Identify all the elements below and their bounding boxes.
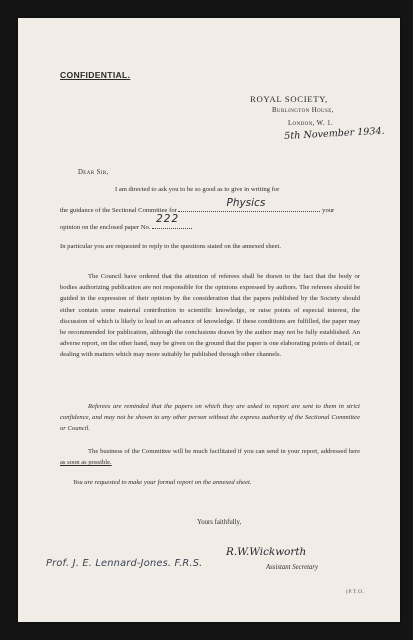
request-line-2 (60, 197, 358, 214)
letter-page (18, 18, 400, 622)
confidential-heading: CONFIDENTIAL. (60, 70, 131, 80)
request-line-3-before: opinion on the enclosed paper No. (60, 224, 151, 231)
paragraph-council: The Council have ordered that the attention of referees shall be drawn to the fact that the body or bodies authorizing publication are not responsible for the opinions expressed by authors. The referees should be guided in the expression of their opinion by the consideration that the papers published by the Society should either contain some material contribution to scientific knowledge, or raise points of especial interest, the discussion of which is likely to lead to an advance of knowledge. If these conditions are fulfilled, the paper may be recommended for publication, although the conclusions drawn by the author may not be fully established. An adverse report, on the other hand, may be given on the ground that the paper is one elaborating points of detail, or dealing with matters which may more suitably be published through other channels. (60, 273, 360, 359)
handwritten-paper-number: 222 (156, 213, 180, 225)
salutation: Dear Sir, (78, 169, 109, 176)
pto-note: (P.T.O. (346, 589, 365, 595)
paragraph-business (60, 446, 360, 468)
request-line-3 (60, 213, 192, 231)
handwritten-referee-name: Prof. J. E. Lennard-Jones. F.R.S. (46, 558, 203, 569)
handwritten-date: 5th November 1934. (284, 125, 385, 142)
paragraph-confidence: Referees are reminded that the papers on which they are asked to report are sent to them in strict confidence, and may not be shown to any other person without the express authority of the Sectional Committee or Council. (60, 403, 360, 433)
formal-report-note: You are requested to make your formal report on the annexed sheet. (73, 479, 252, 486)
paragraph-business-text: The business of the Committee will be much facilitated if you can send in your report, addressed here (88, 448, 360, 455)
society-name: ROYAL SOCIETY, (250, 94, 328, 104)
paragraph-questions: In particular you are requested to reply to the questions stated on the annexed sheet. (60, 243, 282, 250)
subject-field (178, 197, 320, 212)
request-line-2-before: the guidance of the Sectional Committee for (60, 207, 177, 214)
address-line-2: London, W. 1. (288, 120, 333, 127)
signature: R.W.Wickworth (226, 546, 307, 558)
address-line-1: Burlington House, (272, 107, 334, 114)
closing: Yours faithfully, (197, 519, 242, 526)
handwritten-subject: Physics (226, 197, 266, 209)
paper-number-field (152, 213, 192, 229)
asap-underlined: as soon as possible. (60, 459, 112, 467)
signature-title: Assistant Secretary (266, 564, 319, 571)
request-line-1: I am directed to ask you to be so good as to give in writing for (115, 186, 280, 193)
request-line-2-after: your (322, 207, 335, 214)
